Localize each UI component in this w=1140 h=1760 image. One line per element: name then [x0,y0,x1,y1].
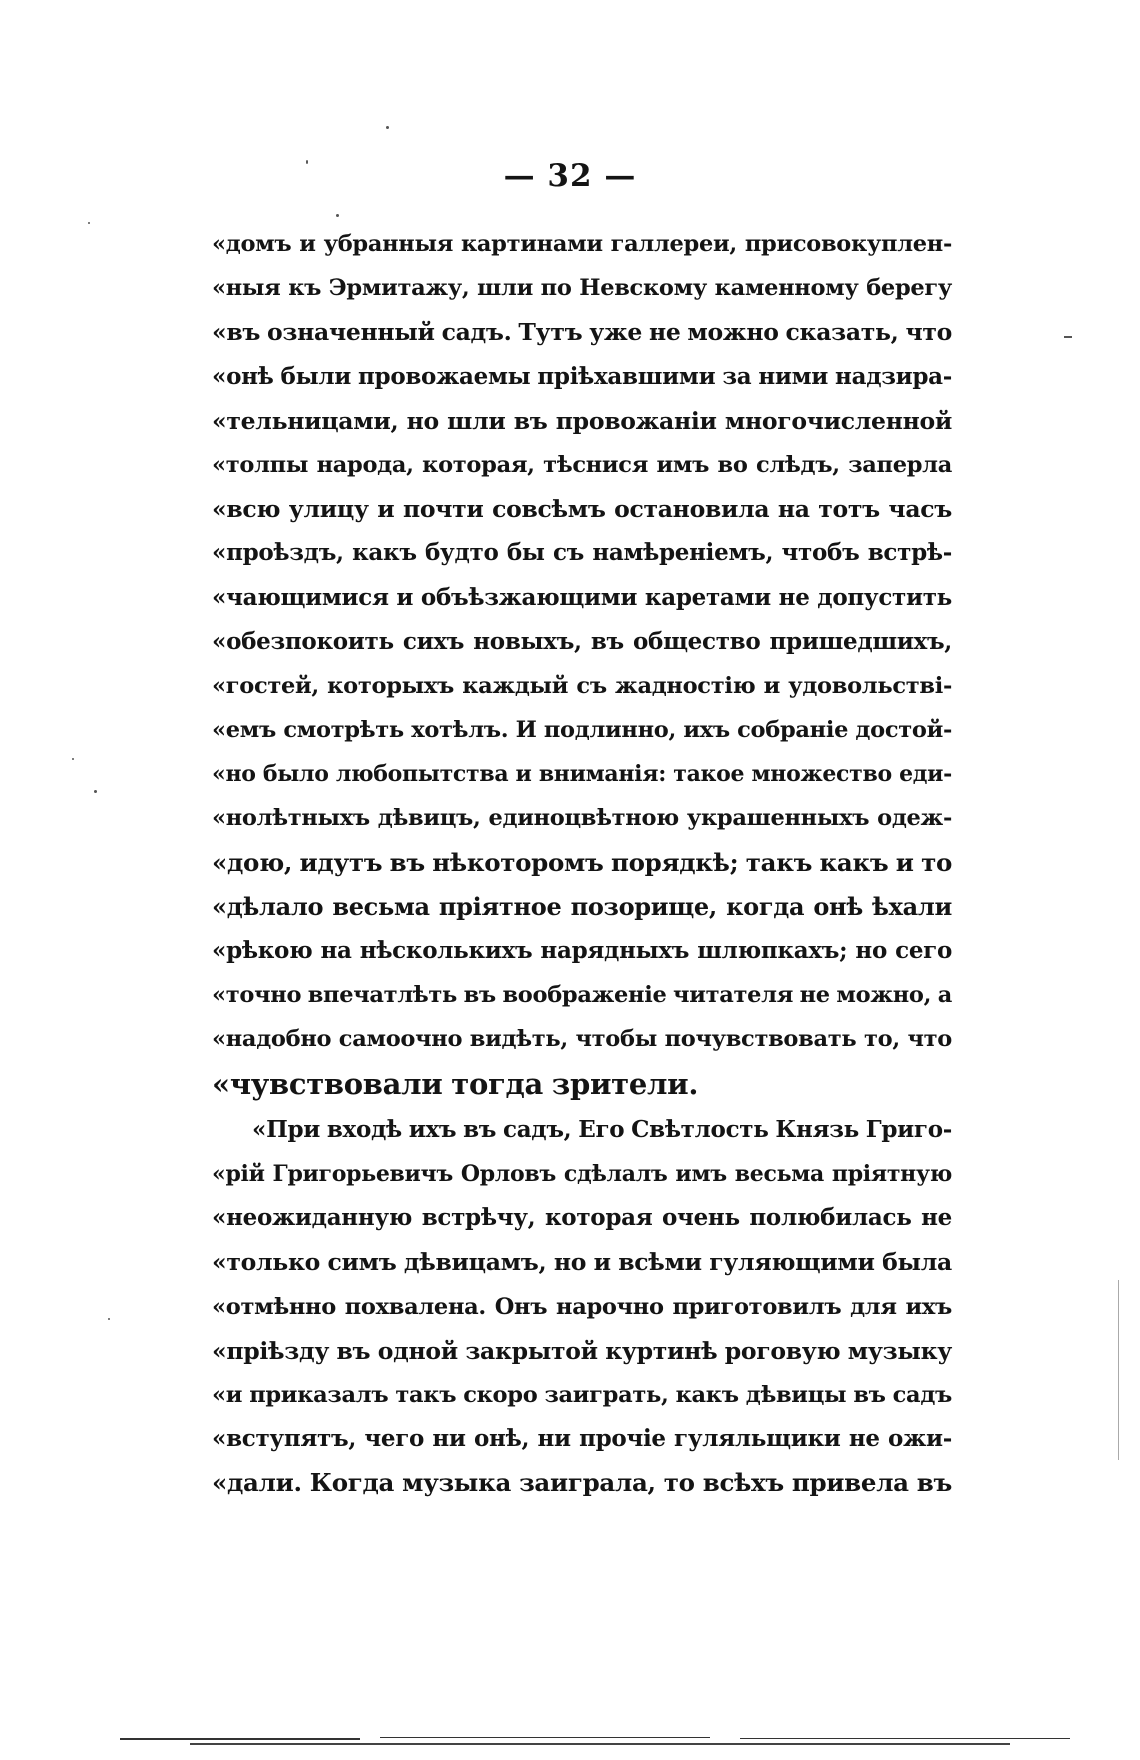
scan-speck [386,126,389,129]
text-line: «онѣ были провожаемы пріѣхавшими за ними надзира- [212,362,952,390]
text-line: «вступятъ, чего ни онѣ, ни прочіе гуляльщики не ожи- [212,1425,952,1453]
text-line: «дали. Когда музыка заиграла, то всѣхъ привела въ [212,1468,952,1498]
bottom-rule [120,1738,360,1740]
text-line: «неожиданную встрѣчу, которая очень полюбилась не [212,1204,952,1232]
text-line: «рѣкою на нѣсколькихъ нарядныхъ шлюпкахъ; но сего [212,937,952,964]
text-line: «чувствовали тогда зрители. [212,1066,699,1101]
text-line: «отмѣнно похвалена. Онъ нарочно приготовилъ для ихъ [212,1293,952,1320]
text-line: «точно впечатлѣть въ воображеніе читателя не можно, а [212,982,952,1009]
paragraph-2 [212,1108,952,1506]
text-line: «дѣлало весьма пріятное позорище, когда онѣ ѣхали [212,891,952,921]
bottom-rule [190,1743,1010,1745]
text-line: «и приказалъ такъ скоро заиграть, какъ дѣвицы въ садъ [212,1381,952,1408]
body-text [212,222,952,1505]
scan-speck [72,758,74,760]
bottom-rule [380,1737,710,1738]
text-line: «надобно самоочно видѣть, чтобы почувствовать то, что [212,1026,952,1053]
page-number: — 32 — [503,158,637,194]
text-line: «дою, идутъ въ нѣкоторомъ порядкѣ; такъ какъ и то [212,847,952,877]
bottom-rule [740,1738,1070,1739]
text-line: «въ означенный садъ. Тутъ уже не можно сказать, что [212,318,952,347]
text-line: «только симъ дѣвицамъ, но и всѣми гуляющими была [212,1248,952,1277]
text-line: «обезпокоить сихъ новыхъ, въ общество пришедшихъ, [212,627,952,655]
paragraph-1 [212,222,952,1106]
scan-speck [88,222,90,224]
text-line: «толпы народа, которая, тѣснися имъ во слѣдъ, заперла [212,451,952,478]
text-line: «ныя къ Эрмитажу, шли по Невскому каменному берегу [212,275,952,302]
text-line: «пріѣзду въ одной закрытой куртинѣ роговую музыку [212,1336,952,1365]
scan-speck [108,1318,110,1320]
scan-speck [94,790,97,793]
text-line: «проѣздъ, какъ будто бы съ намѣреніемъ, чтобъ встрѣ- [212,539,952,567]
scan-edge [1118,1280,1119,1460]
text-line: «всю улицу и почти совсѣмъ остановила на тотъ часъ [212,495,952,524]
scan-speck [1064,336,1072,338]
text-line: «но было любопытства и вниманія: такое множество еди- [212,761,952,788]
text-line: «домъ и убранныя картинами галлереи, присовокуплен- [212,231,952,257]
text-line: «гостей, которыхъ каждый съ жадностію и удовольстві- [212,672,952,699]
text-line: «емъ смотрѣть хотѣлъ. И подлинно, ихъ собраніе достой- [212,717,952,744]
scan-speck [336,214,339,217]
text-line: «чающимися и объѣзжающими каретами не допустить [212,583,952,611]
text-line: «рій Григорьевичъ Орловъ сдѣлалъ имъ весьма пріятную [212,1160,952,1187]
text-line: «нолѣтныхъ дѣвицъ, единоцвѣтною украшенныхъ одеж- [212,805,952,832]
text-line: «тельницами, но шли въ провожаніи многочисленной [212,406,952,435]
text-line: «При входѣ ихъ въ садъ, Его Свѣтлость Князь Григо- [252,1115,952,1143]
